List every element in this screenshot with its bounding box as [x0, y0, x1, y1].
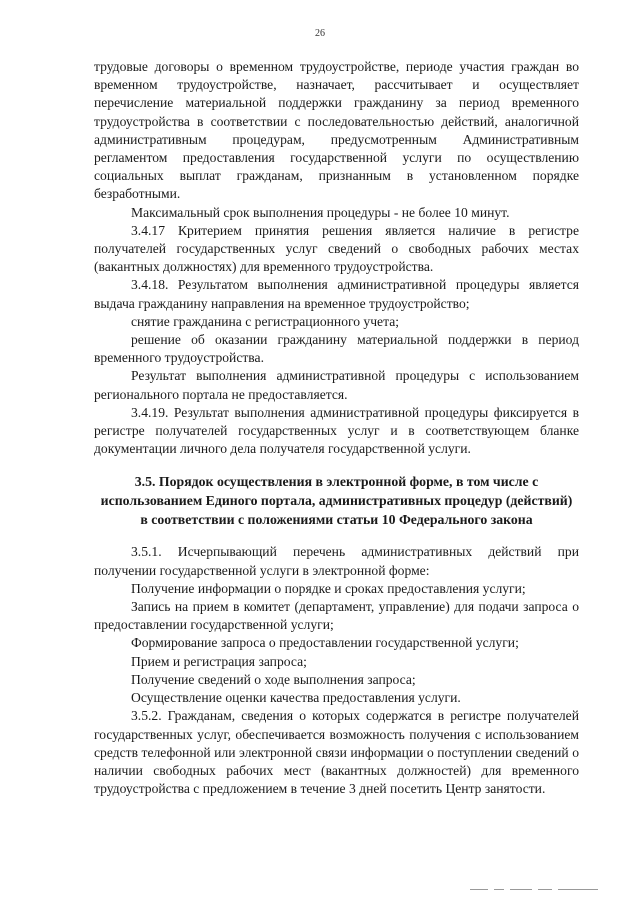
scan-mark: [510, 889, 532, 890]
scan-mark: [558, 889, 598, 890]
scan-artifact-marks: [470, 887, 630, 891]
scan-mark: [538, 889, 552, 890]
paragraph: Результат выполнения административной процедуры с использованием регионального портала не предоставляется.: [94, 368, 579, 402]
paragraph: 3.4.17 Критерием принятия решения является наличие в регистре получателей государственных услуг сведений о свободных рабочих местах (вакантных должностях) для временного трудоустройства.: [94, 222, 579, 275]
paragraph: решение об оказании гражданину материальной поддержки в период временного трудоустройства.: [94, 332, 579, 366]
paragraph: Формирование запроса о предоставлении государственной услуги;: [131, 635, 519, 651]
paragraph: Осуществление оценки качества предоставления услуги.: [131, 690, 461, 706]
paragraph: Запись на прием в комитет (департамент, управление) для подачи запроса о предоставлении государственной услуги;: [94, 599, 579, 633]
paragraph: 3.5.1. Исчерпывающий перечень административных действий при получении государственной услуги в электронной форме:: [94, 544, 579, 578]
paragraphs-after: [94, 543, 579, 798]
scan-mark: [470, 889, 488, 890]
paragraph: 3.4.18. Результатом выполнения административной процедуры является выдача гражданину направления на временное трудоустройство;: [94, 277, 579, 311]
paragraph: трудовые договоры о временном трудоустройстве, периоде участия граждан во временном трудоустройстве, назначает, рассчитывает и осуществляет перечисление материальной поддержки гражданину за период временного трудоустройства в соответствии с последовательностью действий, аналогичной административным процедурам, предусмотренным Административным регламентом предоставления государственной услуги по осуществлению социальных выплат гражданам, признанным в установленном порядке безработными.: [94, 59, 579, 202]
document-body: [94, 58, 579, 798]
paragraph: Получение информации о порядке и сроках предоставления услуги;: [131, 580, 526, 596]
scan-mark: [494, 889, 504, 890]
paragraph: Получение сведений о ходе выполнения запроса;: [131, 671, 416, 687]
section-heading: 3.5. Порядок осуществления в электронной форме, в том числе с использованием Единого портала, административных процедур (действий) в соответствии с положениями статьи 10 Федерального закона: [100, 474, 573, 528]
paragraphs-before: [94, 58, 579, 458]
paragraph: Максимальный срок выполнения процедуры - не более 10 минут.: [131, 204, 510, 220]
page-number: 26: [315, 28, 325, 39]
paragraph: 3.5.2. Гражданам, сведения о которых содержатся в регистре получателей государственных услуг, обеспечивается возможность получения с использованием средств телефонной или электронной связи информации о поступлении сведений о наличии свободных рабочих мест (вакантных должностей) для временного трудоустройства с предложением в течение 3 дней посетить Центр занятости.: [94, 708, 579, 797]
paragraph: Прием и регистрация запроса;: [131, 653, 307, 669]
paragraph: 3.4.19. Результат выполнения административной процедуры фиксируется в регистре получателей государственных услуг и в соответствующем бланке документации личного дела получателя государственной услуги.: [94, 404, 579, 457]
paragraph: снятие гражданина с регистрационного учета;: [131, 313, 400, 329]
